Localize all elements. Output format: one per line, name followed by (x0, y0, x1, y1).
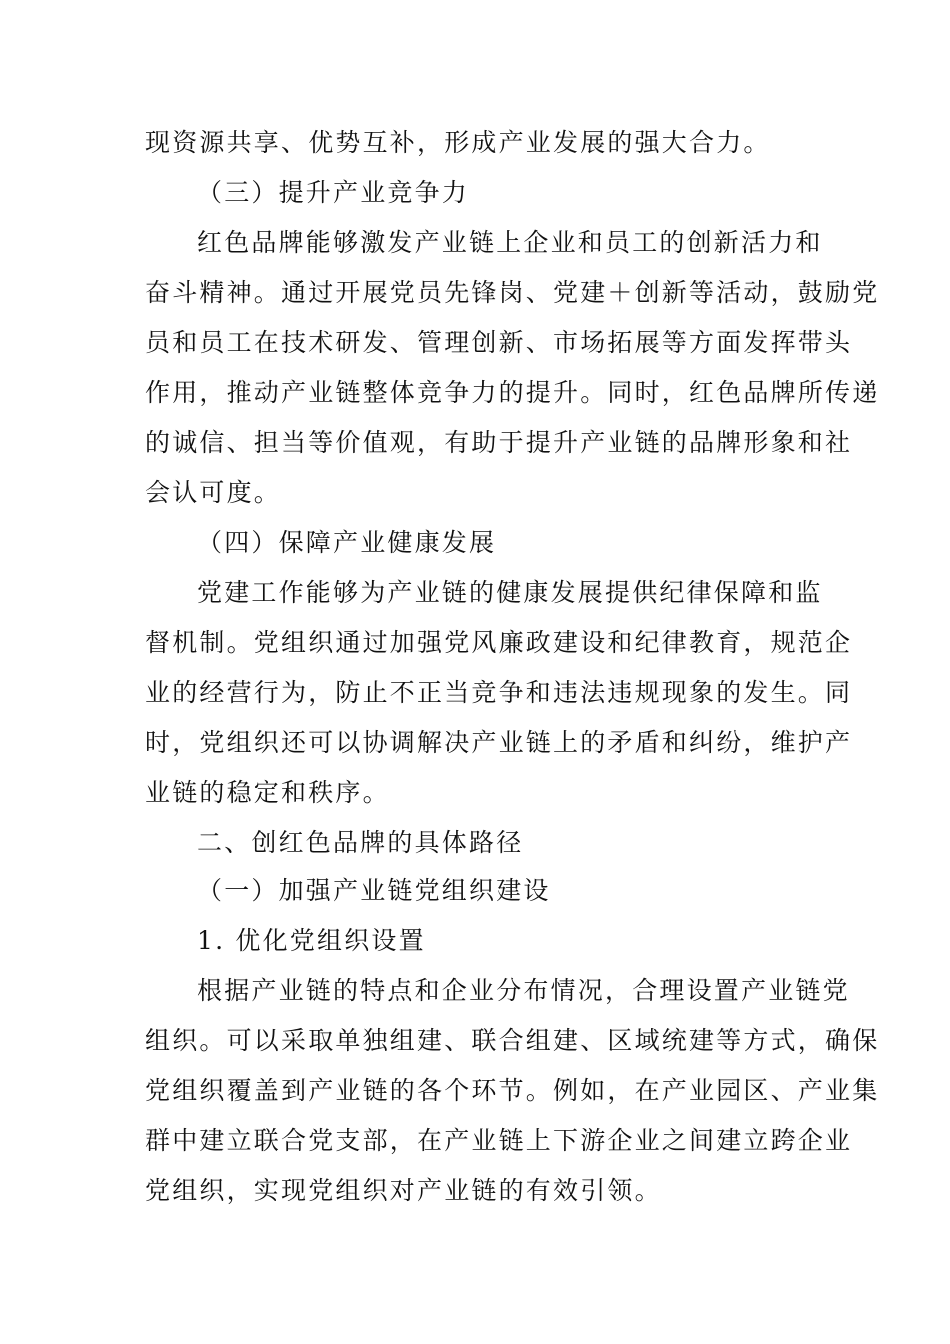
chapter-heading: 二、创红色品牌的具体路径 (197, 828, 524, 857)
paragraph-line: 会认可度。 (145, 478, 282, 507)
paragraph-line: 现资源共享、优势互补，形成产业发展的强大合力。 (145, 128, 771, 157)
paragraph-line: 组织。可以采取单独组建、联合组建、区域统建等方式，确保 (145, 1026, 880, 1055)
paragraph-line: 作用，推动产业链整体竞争力的提升。同时，红色品牌所传递 (145, 378, 880, 407)
paragraph-line: 业的经营行为，防止不正当竞争和违法违规现象的发生。同 (145, 678, 853, 707)
section-heading: （三）提升产业竞争力 (197, 178, 470, 207)
paragraph-line: 的诚信、担当等价值观，有助于提升产业链的品牌形象和社 (145, 428, 853, 457)
paragraph-line: 员和员工在技术研发、管理创新、市场拓展等方面发挥带头 (145, 328, 853, 357)
paragraph-line: 群中建立联合党支部，在产业链上下游企业之间建立跨企业 (145, 1126, 853, 1155)
paragraph-line: 党组织覆盖到产业链的各个环节。例如，在产业园区、产业集 (145, 1076, 880, 1105)
paragraph-line: 红色品牌能够激发产业链上企业和员工的创新活力和 (197, 228, 823, 257)
paragraph-line: 业链的稳定和秩序。 (145, 778, 390, 807)
section-heading: （四）保障产业健康发展 (197, 528, 497, 557)
paragraph-line: 党建工作能够为产业链的健康发展提供纪律保障和监 (197, 578, 823, 607)
section-heading: （一）加强产业链党组织建设 (197, 876, 551, 905)
paragraph-line: 党组织，实现党组织对产业链的有效引领。 (145, 1176, 662, 1205)
paragraph-line: 督机制。党组织通过加强党风廉政建设和纪律教育，规范企 (145, 628, 853, 657)
paragraph-line: 奋斗精神。通过开展党员先锋岗、党建＋创新等活动，鼓励党 (145, 278, 880, 307)
paragraph-line: 根据产业链的特点和企业分布情况，合理设置产业链党 (197, 976, 850, 1005)
paragraph-line: 时，党组织还可以协调解决产业链上的矛盾和纠纷，维护产 (145, 728, 853, 757)
subsection-heading: 1. 优化党组织设置 (197, 926, 426, 955)
